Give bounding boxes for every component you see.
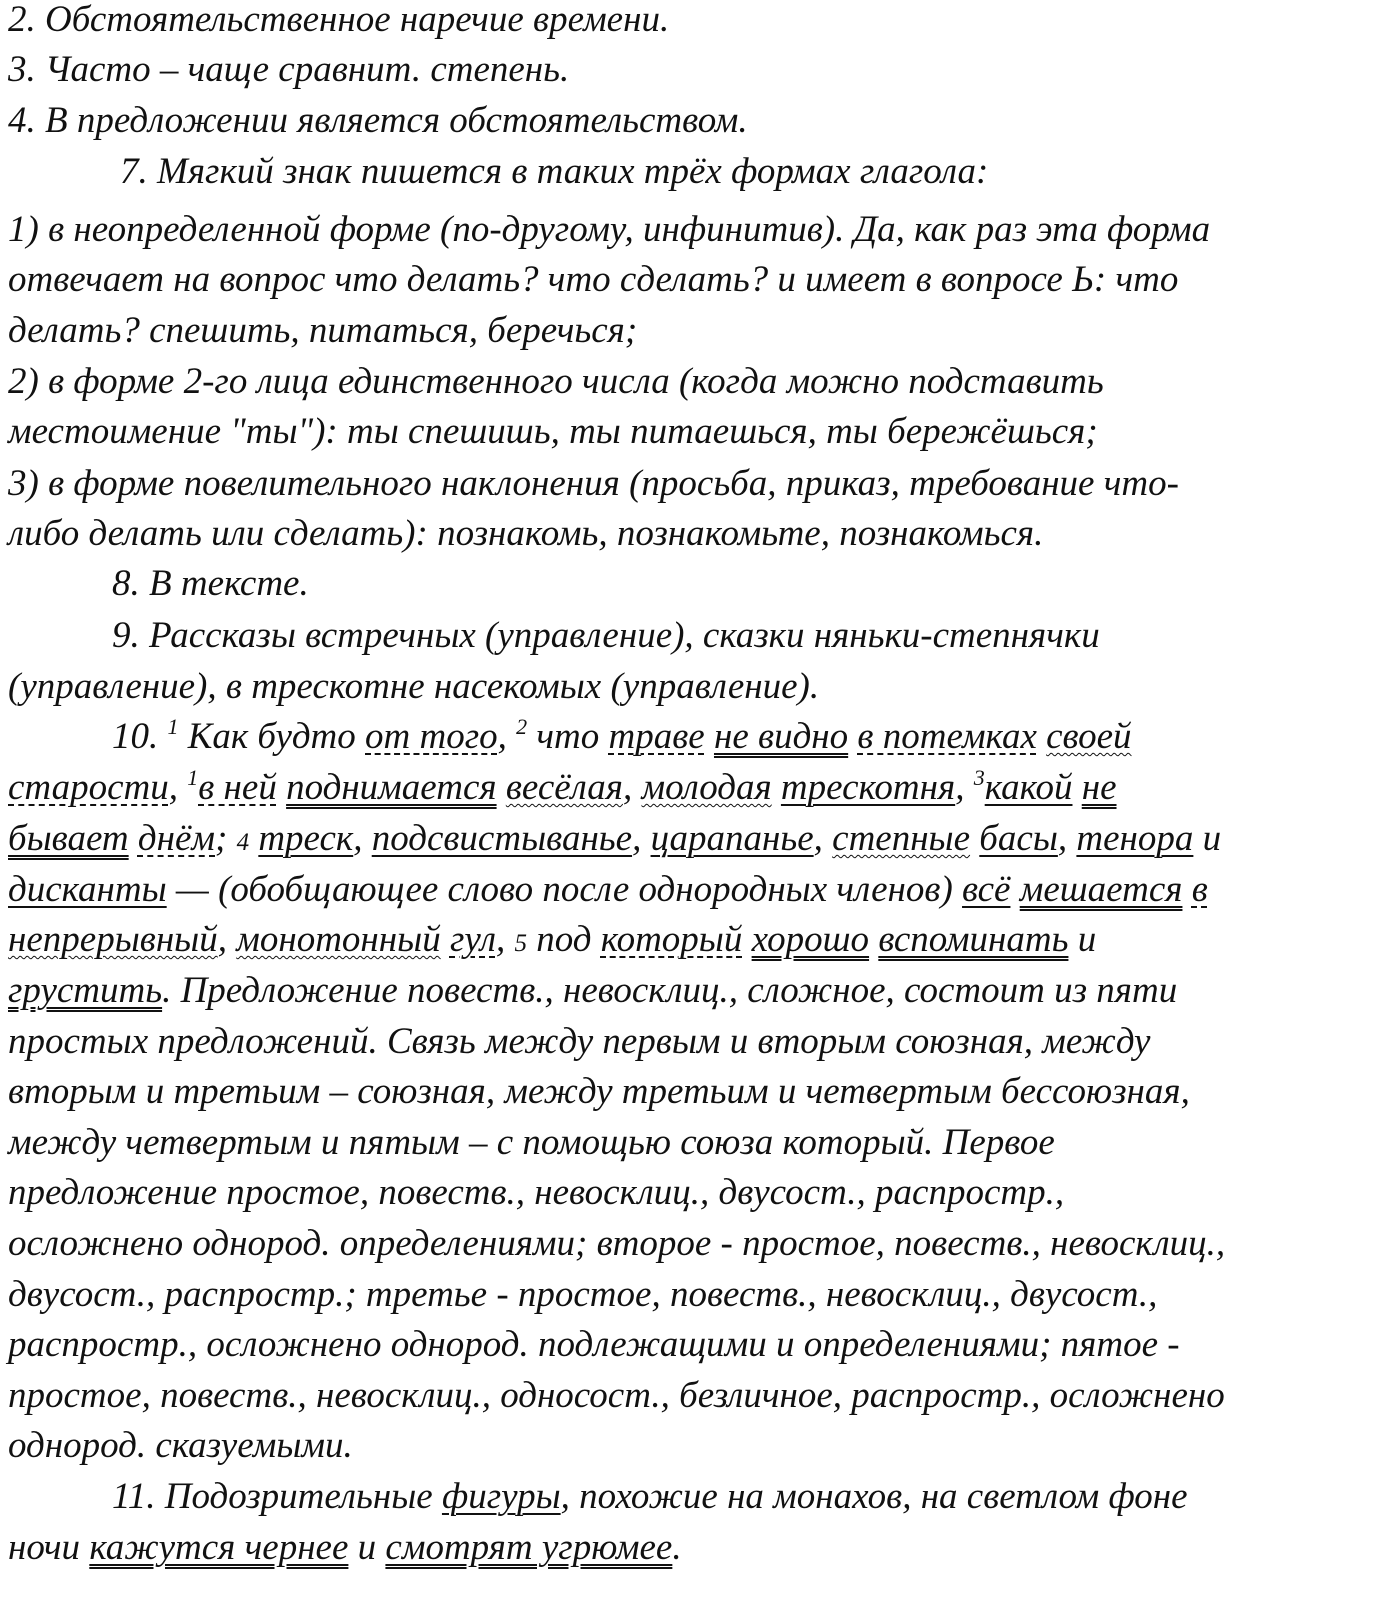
plain-text: — (обобщающее слово после однородных членов) [166,869,963,910]
item-10-analysis-line: простых предложений. Связь между первым и вторым союзная, между [8,1021,1151,1062]
item-9-line: 9. Рассказы встречных (управление), сказки няньки-степнячки [112,615,1100,656]
item-10-analysis-line: простое, повеств., невосклиц., односост., безличное, распростр., осложнено [8,1375,1225,1416]
item-10-line: непрерывный, монотонный гул, 5 под который хорошо вспоминать и [8,919,1097,960]
adverbial-word: от того [365,716,498,757]
item-10-analysis-line: распростр., осложнено однород. подлежащими и определениями; пятое - [8,1324,1180,1365]
plain-text: , [168,767,188,808]
item-11-line [112,1471,1188,1523]
item-7-line: 2) в форме 2-го лица единственного числа (когда можно подставить [8,361,1104,402]
item-10-line: бывает днём; 4 треск, подсвистыванье, царапанье, степные басы, тенора и [8,818,1222,859]
item-10-analysis-line: между четвертым и пятым – с помощью союза который. Первое [8,1122,1055,1163]
subject-word: всё [962,869,1011,910]
plain-text: ; [215,818,237,859]
plain-text: , похожие на монахов, на светлом фоне [560,1476,1188,1517]
attribute-word: весёлая [505,767,623,808]
attribute-word: непрерывный [8,919,218,960]
attribute-word: степные [832,818,971,859]
item-10-line [8,965,1177,1017]
predicate-word: кажутся чернее [89,1527,349,1568]
object-word: траве [608,716,705,757]
item-7-line: местоимение "ты"): ты спешишь, ты питаешься, ты бережёшься; [8,411,1098,452]
item-10-analysis-line: однород. сказуемыми. [8,1425,353,1466]
subject-word: треск [258,818,354,859]
plain-text: , [955,767,974,808]
answer-line-3: 3. Часто – чаще сравнит. степень. [8,49,570,90]
plain-text: и [1068,919,1097,960]
predicate-word: вспоминать [878,919,1069,960]
subject-word: царапанье [650,818,814,859]
plain-text: и [1193,818,1222,859]
subject-word: фигуры [441,1476,561,1517]
object-word: гул [449,919,496,960]
clause-number: 2 [516,714,528,739]
clause-number: 1 [167,714,179,739]
plain-text: . [672,1527,682,1568]
answer-line-2: 2. Обстоятельственное наречие времени. [8,0,670,40]
item-11-line [8,1522,682,1574]
plain-text: и [348,1527,386,1568]
predicate-word: бывает [8,818,129,859]
predicate-word: мешается [1019,869,1183,910]
item-10-analysis-line: предложение простое, повеств., невосклиц., двусост., распростр., [8,1172,1065,1213]
subject-word: тенора [1076,818,1194,859]
plain-text: , [495,919,515,960]
item-10-analysis-line: осложнено однород. определениями; второе - простое, повеств., невосклиц., [8,1223,1226,1264]
clause-number: 1 [187,765,199,790]
plain-text: под [526,919,601,960]
adverbial-word: который [600,919,743,960]
clause-number: 5 [514,930,527,957]
predicate-word: не видно [713,716,849,757]
plain-text: ночи [8,1527,90,1568]
item-7-line: отвечает на вопрос что делать? что сделать? и имеет в вопросе Ь: что [8,259,1179,300]
plain-text: , [497,716,517,757]
subject-word: басы [979,818,1058,859]
adverbial-word: в ней [198,767,277,808]
plain-text: 11. Подозрительные [112,1476,442,1517]
adverbial-word: в потемках [857,716,1037,757]
clause-number: 3 [973,765,985,790]
item-7-heading: 7. Мягкий знак пишется в таких трёх формах глагола: [120,151,989,192]
subject-word: подсвистыванье [371,818,633,859]
item-8: 8. В тексте. [112,563,309,604]
predicate-word: смотрят угрюмее [385,1527,673,1568]
item-10-analysis-line: двусост., распростр.; третье - простое, повеств., невосклиц., двусост., [8,1274,1158,1315]
predicate-word: хорошо [751,919,870,960]
adverbial-word: днём [137,818,215,859]
answer-line-4: 4. В предложении является обстоятельством. [8,100,748,141]
attribute-word: монотонный [236,919,441,960]
subject-word: какой [984,767,1073,808]
object-word: старости [8,767,169,808]
object-word: в [1191,869,1208,910]
item-10-line [8,864,1208,916]
predicate-word: грустить [8,970,163,1011]
item-7-line: делать? спешить, питаться, беречься; [8,310,638,351]
attribute-word: своей [1046,716,1132,757]
item-7-line: 3) в форме повелительного наклонения (просьба, приказ, требование что- [8,463,1179,504]
item-10-line: старости, $^1$в ней поднимается весёлая, молодая трескотня, $^3$какой не [8,765,1117,808]
clause-number: 4 [236,829,250,856]
attribute-word: молодая [641,767,772,808]
item-10-analysis-line: вторым и третьим – союзная, между третьим и четвертым бессоюзная, [8,1071,1190,1112]
plain-text: . Предложение повеств., невосклиц., сложное, состоит из пяти [162,970,1178,1011]
subject-word: трескотня [780,767,956,808]
item-number: 10. [112,716,168,757]
item-7-line: либо делать или сделать): познакомь, познакомьте, познакомься. [8,513,1044,554]
item-9-line: (управление), в трескотне насекомых (управление). [8,666,820,707]
subject-word: дисканты [8,869,167,910]
predicate-word: не [1081,767,1117,808]
predicate-word: поднимается [286,767,497,808]
plain-text: что [527,716,609,757]
item-10-line [112,711,1132,763]
plain-text: Как будто [178,716,365,757]
item-7-line: 1) в неопределенной форме (по-другому, инфинитив). Да, как раз эта форма [8,209,1211,250]
